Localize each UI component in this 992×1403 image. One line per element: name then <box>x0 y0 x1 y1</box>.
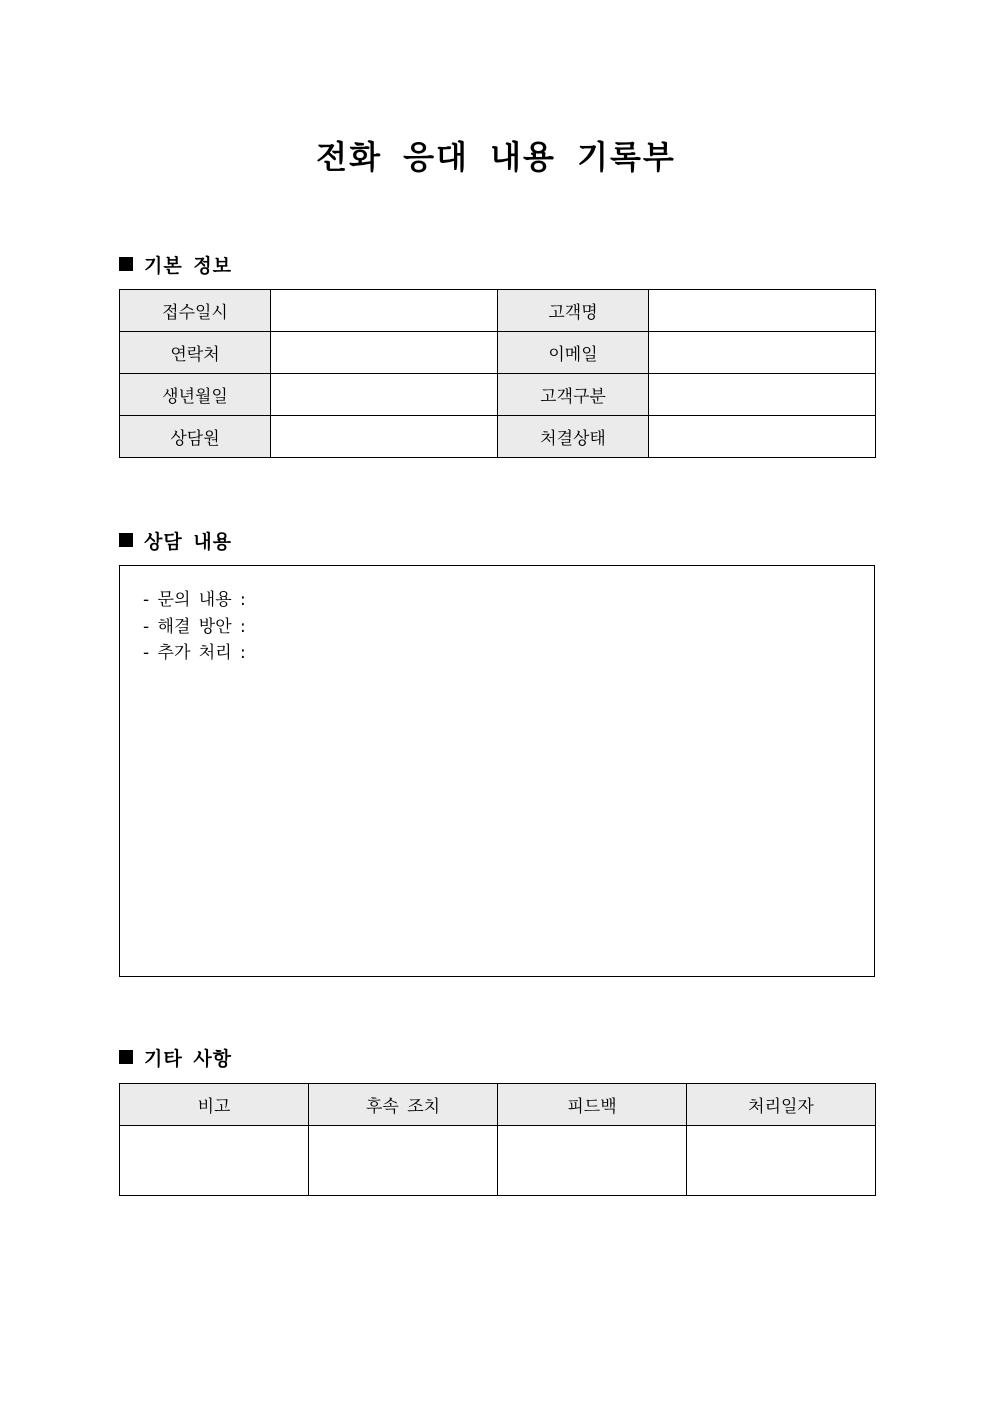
table-row <box>120 332 876 374</box>
field-process-date[interactable] <box>687 1126 876 1196</box>
counsel-line-solution: - 해결 방안 : <box>143 616 246 637</box>
table-row <box>120 1084 876 1126</box>
field-counselor[interactable] <box>271 416 498 458</box>
field-email[interactable] <box>649 332 876 374</box>
table-row <box>120 374 876 416</box>
field-resolution-status[interactable] <box>649 416 876 458</box>
label-resolution-status: 처결상태 <box>498 416 649 458</box>
label-customer-name: 고객명 <box>498 290 649 332</box>
basic-info-heading <box>119 251 232 277</box>
label-counselor: 상담원 <box>120 416 271 458</box>
field-customer-type[interactable] <box>649 374 876 416</box>
etc-heading-label: 기타 사항 <box>144 1047 233 1070</box>
table-row <box>120 290 876 332</box>
counsel-line-additional: - 추가 처리 : <box>143 643 246 663</box>
column-header-process-date: 처리일자 <box>687 1084 876 1126</box>
field-reception-datetime[interactable] <box>271 290 498 332</box>
field-follow-up[interactable] <box>309 1126 498 1196</box>
field-birthdate[interactable] <box>271 374 498 416</box>
counsel-heading-label: 상담 내용 <box>144 530 233 553</box>
label-customer-type: 고객구분 <box>498 374 649 416</box>
column-header-follow-up: 후속 조치 <box>309 1084 498 1126</box>
counsel-lines <box>143 587 246 667</box>
column-header-feedback: 피드백 <box>498 1084 687 1126</box>
counsel-heading <box>119 527 232 553</box>
etc-table <box>119 1083 876 1196</box>
page-title: 전화 응대 내용 기록부 <box>316 138 676 176</box>
counsel-content-box[interactable] <box>119 565 875 977</box>
table-row <box>120 416 876 458</box>
basic-info-heading-label: 기본 정보 <box>144 254 233 277</box>
field-customer-name[interactable] <box>649 290 876 332</box>
field-remarks[interactable] <box>120 1126 309 1196</box>
square-bullet-icon <box>119 1050 133 1064</box>
column-header-remarks: 비고 <box>120 1084 309 1126</box>
label-birthdate: 생년월일 <box>120 374 271 416</box>
square-bullet-icon <box>119 533 133 547</box>
field-feedback[interactable] <box>498 1126 687 1196</box>
label-contact: 연락처 <box>120 332 271 374</box>
field-contact[interactable] <box>271 332 498 374</box>
label-reception-datetime: 접수일시 <box>120 290 271 332</box>
label-email: 이메일 <box>498 332 649 374</box>
basic-info-table <box>119 289 876 458</box>
counsel-line-inquiry: - 문의 내용 : <box>143 590 246 610</box>
table-row <box>120 1126 876 1196</box>
square-bullet-icon <box>119 257 133 271</box>
etc-heading <box>119 1044 232 1070</box>
